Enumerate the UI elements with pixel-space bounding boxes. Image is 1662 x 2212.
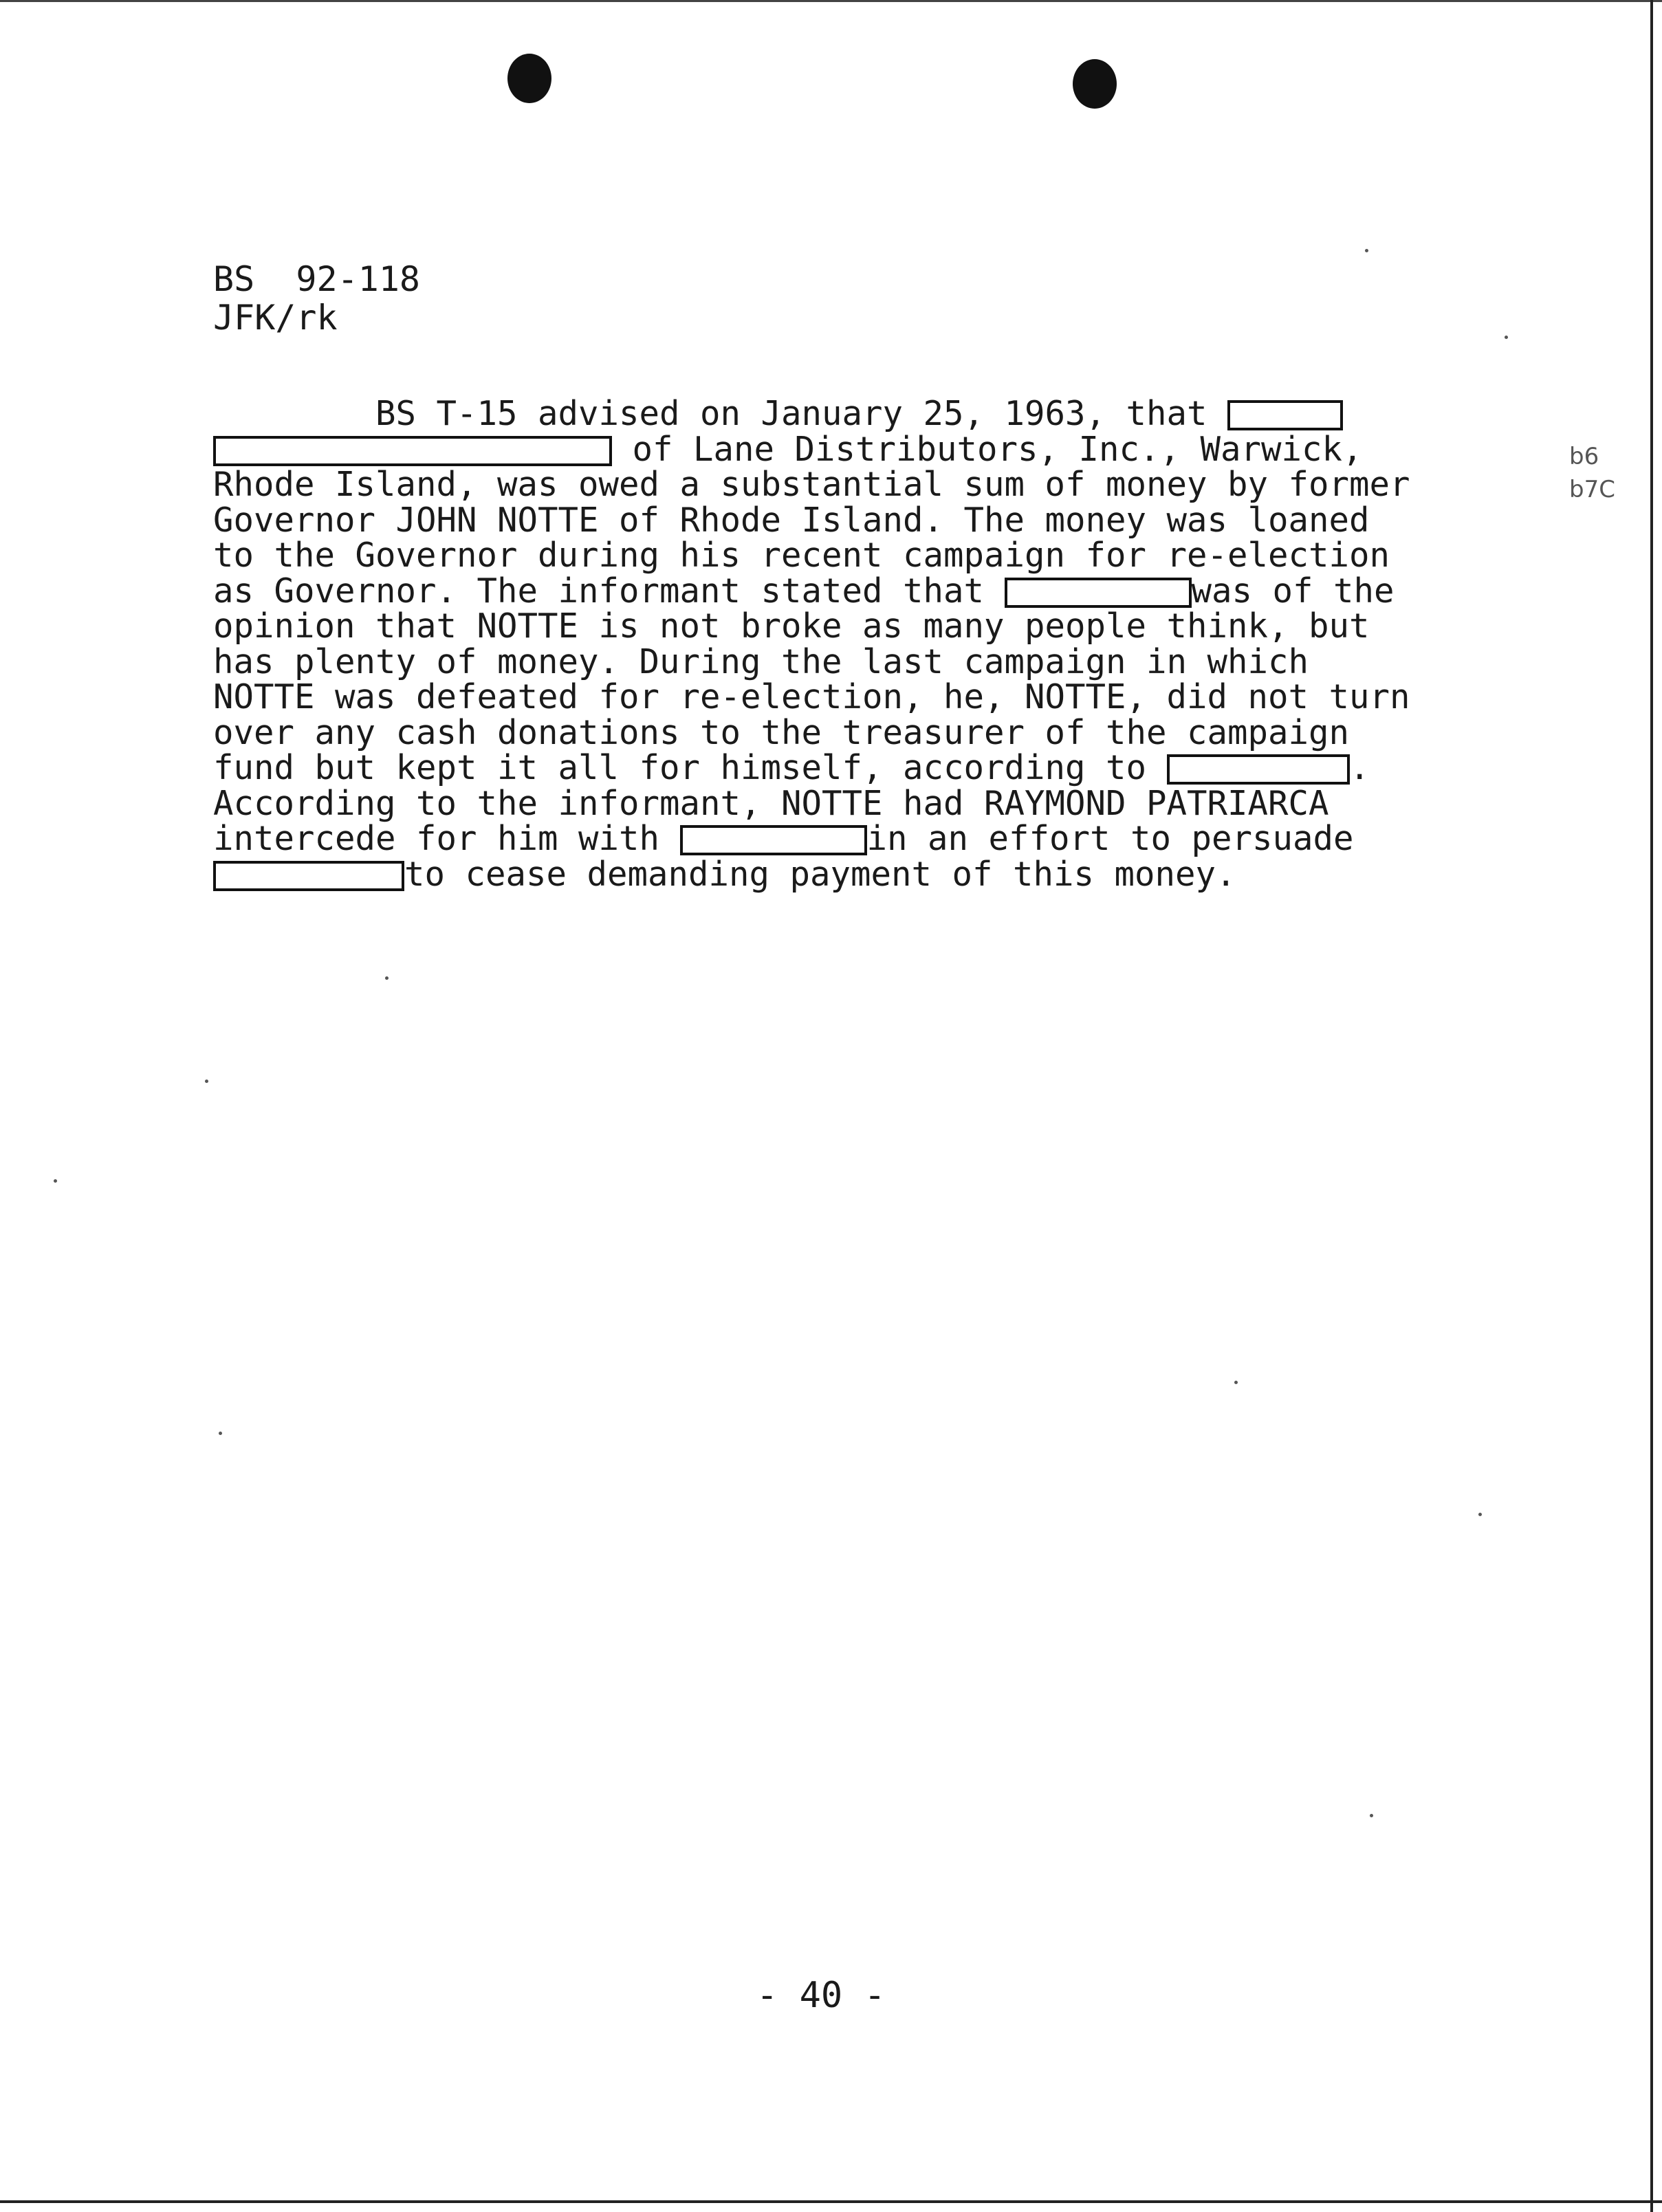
body-text-run: to cease demanding payment of this money. bbox=[404, 854, 1236, 894]
body-text-run: . bbox=[1349, 748, 1370, 787]
typist-initials: JFK/rk bbox=[213, 298, 338, 338]
body-text-run: in an effort to persuade bbox=[866, 819, 1354, 858]
body-line bbox=[213, 500, 1437, 540]
body-line bbox=[213, 429, 1437, 469]
body-line bbox=[213, 606, 1437, 646]
body-text-run: intercede for him with bbox=[213, 819, 680, 858]
punch-hole-right bbox=[1073, 59, 1117, 109]
body-line bbox=[213, 854, 1437, 894]
body-line bbox=[213, 538, 1437, 573]
scan-speck bbox=[385, 976, 389, 980]
body-text-run: as Governor. The informant stated that bbox=[213, 571, 1005, 611]
redaction-box bbox=[680, 825, 867, 855]
body-line bbox=[213, 467, 1437, 503]
body-text-run: to the Governor during his recent campaign for re-election bbox=[213, 536, 1390, 575]
body-line bbox=[213, 679, 1437, 715]
redaction-box bbox=[213, 861, 404, 891]
body-text-run: According to the informant, NOTTE had RAYMOND PATRIARCA bbox=[213, 783, 1329, 823]
body-text-run: fund but kept it all for himself, according to bbox=[213, 748, 1167, 787]
margin-note-b7c: b7C bbox=[1569, 476, 1615, 503]
memo-body bbox=[213, 396, 1437, 892]
body-line bbox=[213, 821, 1437, 857]
scan-speck bbox=[1365, 249, 1368, 252]
scan-speck bbox=[1370, 1814, 1373, 1817]
redaction-box bbox=[213, 436, 612, 466]
body-text-run: Governor JOHN NOTTE of Rhode Island. The money was loaned bbox=[213, 500, 1370, 540]
page-edge-top bbox=[0, 0, 1662, 2]
scan-speck bbox=[1234, 1381, 1238, 1384]
redaction-box bbox=[1005, 578, 1192, 608]
body-text-run: was of the bbox=[1191, 571, 1395, 611]
body-line bbox=[213, 783, 1437, 823]
scan-speck bbox=[219, 1432, 222, 1435]
body-line bbox=[213, 750, 1437, 786]
body-text-run: has plenty of money. During the last campaign in which bbox=[213, 642, 1309, 681]
margin-note-b6: b6 bbox=[1569, 443, 1599, 470]
punch-hole-left bbox=[507, 54, 551, 103]
body-line bbox=[213, 644, 1437, 680]
redaction-box bbox=[1227, 400, 1343, 430]
body-line bbox=[213, 573, 1437, 609]
body-text-run: BS T-15 advised on January 25, 1963, that bbox=[213, 394, 1228, 433]
scan-speck bbox=[54, 1179, 57, 1183]
file-number: BS 92-118 bbox=[213, 259, 421, 299]
scan-speck bbox=[1478, 1513, 1482, 1516]
scan-speck bbox=[1505, 336, 1508, 339]
body-text-run: Rhode Island, was owed a substantial sum of money by former bbox=[213, 465, 1410, 504]
body-line bbox=[213, 712, 1437, 752]
scan-speck bbox=[205, 1080, 208, 1083]
body-text-run: over any cash donations to the treasurer of the campaign bbox=[213, 712, 1350, 752]
page-edge-bottom bbox=[0, 2200, 1662, 2203]
body-text-run: opinion that NOTTE is not broke as many people think, but bbox=[213, 606, 1370, 646]
page-number: - 40 - bbox=[756, 1975, 886, 2016]
body-text-run: of Lane Distributors, Inc., Warwick, bbox=[612, 429, 1363, 469]
body-line bbox=[213, 396, 1437, 432]
redaction-box bbox=[1167, 754, 1350, 785]
body-text-run: NOTTE was defeated for re-election, he, NOTTE, did not turn bbox=[213, 677, 1410, 716]
page-edge-right bbox=[1650, 0, 1653, 2212]
